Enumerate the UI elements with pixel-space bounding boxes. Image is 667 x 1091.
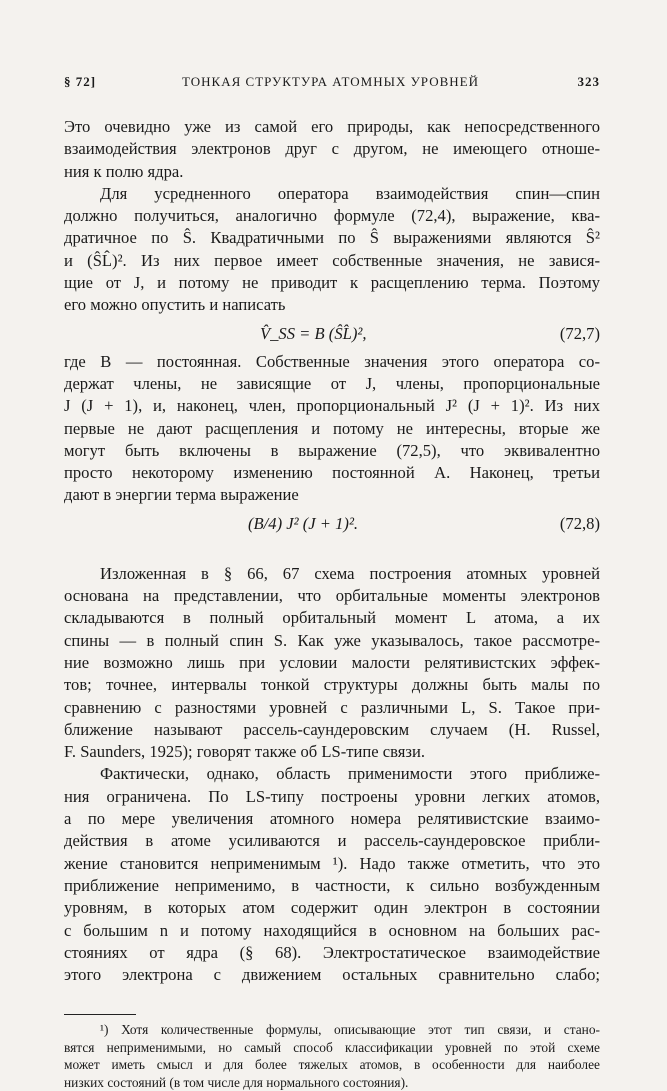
page-number: 323: [577, 74, 600, 89]
text-line: ния ограничена. По LS-типу построены уровни легких атомов,: [64, 786, 600, 806]
text-line: действия в атоме усиливаются и рассель-саундеровское прибли-: [64, 831, 600, 851]
text-line: и (ŜL̂)². Из них первое имеет собственные значения, не завися-: [64, 250, 600, 270]
text-line: его можно опустить и написать: [64, 295, 286, 315]
text-line: основана на представлении, что орбитальные моменты электронов: [64, 586, 600, 606]
paragraph-1: [64, 116, 600, 183]
text-line: Это очевидно уже из самой его природы, как непосредственного: [64, 117, 600, 136]
body-text: [64, 116, 600, 1091]
footnote-line: может иметь смысл и для более тяжелых атомов, в особенности для наиболее: [64, 1057, 600, 1073]
text-line: этого электрона с движением остальных сравнительно слабо;: [64, 965, 600, 985]
text-line: а по мере увеличения атомного номера релятивистские взаимо-: [64, 809, 600, 829]
text-line: первые не дают расщепления и потому не интересны, вторые же: [64, 418, 600, 438]
text-line: ния к полю ядра.: [64, 161, 184, 181]
header-title: ТОНКАЯ СТРУКТУРА АТОМНЫХ УРОВНЕЙ: [182, 74, 479, 89]
paragraph-gap: [64, 541, 600, 563]
text-line: стояниях от ядра (§ 68). Электростатическое взаимодействие: [64, 942, 600, 962]
text-line: сравнению с разностями уровней с различными L, S. Такое при-: [64, 697, 600, 717]
text-line: дают в энергии терма выражение: [64, 485, 299, 505]
header-section: § 72]: [64, 74, 97, 89]
footnote-divider: [64, 1014, 136, 1015]
text-line: приближение неприменимо, в частности, к сильно возбужденным: [64, 875, 600, 895]
text-line: с большим n и потому находящийся в основном на больших рас-: [64, 920, 600, 940]
footnote-line: ¹) Хотя количественные формулы, описывающие этот тип связи, и стано-: [100, 1022, 600, 1038]
text-line: складываются в полный орбитальный момент L атома, а их: [64, 608, 600, 628]
formula-72-8: [64, 507, 600, 541]
text-line: Изложенная в § 66, 67 схема построения атомных уровней: [100, 563, 600, 583]
footnote-line: вятся неприменимыми, но самый способ классификации уровней по этой схеме: [64, 1039, 600, 1055]
text-line: могут быть включены в выражение (72,5), что эквивалентно: [64, 440, 600, 460]
running-header: [64, 74, 600, 96]
text-line: спины — в полный спин S. Как уже указывалось, такое рассмотре-: [64, 630, 600, 650]
formula-expression: (B/4) J² (J + 1)².: [248, 513, 359, 533]
text-line: дратичное по Ŝ. Квадратичными по Ŝ выражениями являются Ŝ²: [64, 228, 600, 248]
text-line: Для усредненного оператора взаимодействия спин—спин: [100, 183, 600, 203]
formula-number: (72,7): [559, 323, 600, 343]
paragraph-4: [64, 563, 600, 764]
footnote-line: низких состояний (в том числе для нормального состояния).: [64, 1074, 409, 1090]
text-line: где B — постоянная. Собственные значения этого оператора со-: [64, 351, 600, 371]
text-line: просто некоторому изменению постоянной A. Наконец, третьи: [64, 463, 600, 483]
formula-number: (72,8): [559, 513, 600, 533]
footnote: [64, 1021, 600, 1091]
text-line: должно получиться, аналогично формуле (72,4), выражение, ква-: [64, 206, 600, 226]
text-line: тов; точнее, интервалы тонкой структуры должны быть малы по: [64, 675, 600, 695]
text-line: Фактически, однако, область применимости этого приближе-: [100, 764, 600, 784]
paragraph-5: [64, 763, 600, 986]
text-line: уровням, в которых атом содержит один электрон в состоянии: [64, 898, 600, 918]
text-line: J (J + 1), и, наконец, член, пропорциональный J² (J + 1)². Из них: [64, 396, 600, 416]
text-line: жение становится неприменимым ¹). Надо также отметить, что это: [64, 853, 600, 873]
text-line: щие от J, и потому не приводит к расщеплению терма. Поэтому: [64, 273, 600, 293]
paragraph-2: [64, 183, 600, 317]
paragraph-3: [64, 351, 600, 507]
page: [64, 74, 600, 1091]
text-line: взаимодействия электронов друг с другом, не имеющего отноше-: [64, 139, 600, 159]
text-line: держат члены, не зависящие от J, члены, пропорциональные: [64, 373, 600, 393]
text-line: ближение называют рассель-саундеровским случаем (H. Russel,: [64, 719, 600, 739]
text-line: ние возможно лишь при условии малости релятивистских эффек-: [64, 652, 600, 672]
formula-expression: V̂_SS = B (ŜL̂)²,: [260, 323, 367, 343]
formula-72-7: [64, 317, 600, 351]
text-line: F. Saunders, 1925); говорят также об LS-типе связи.: [64, 742, 425, 762]
